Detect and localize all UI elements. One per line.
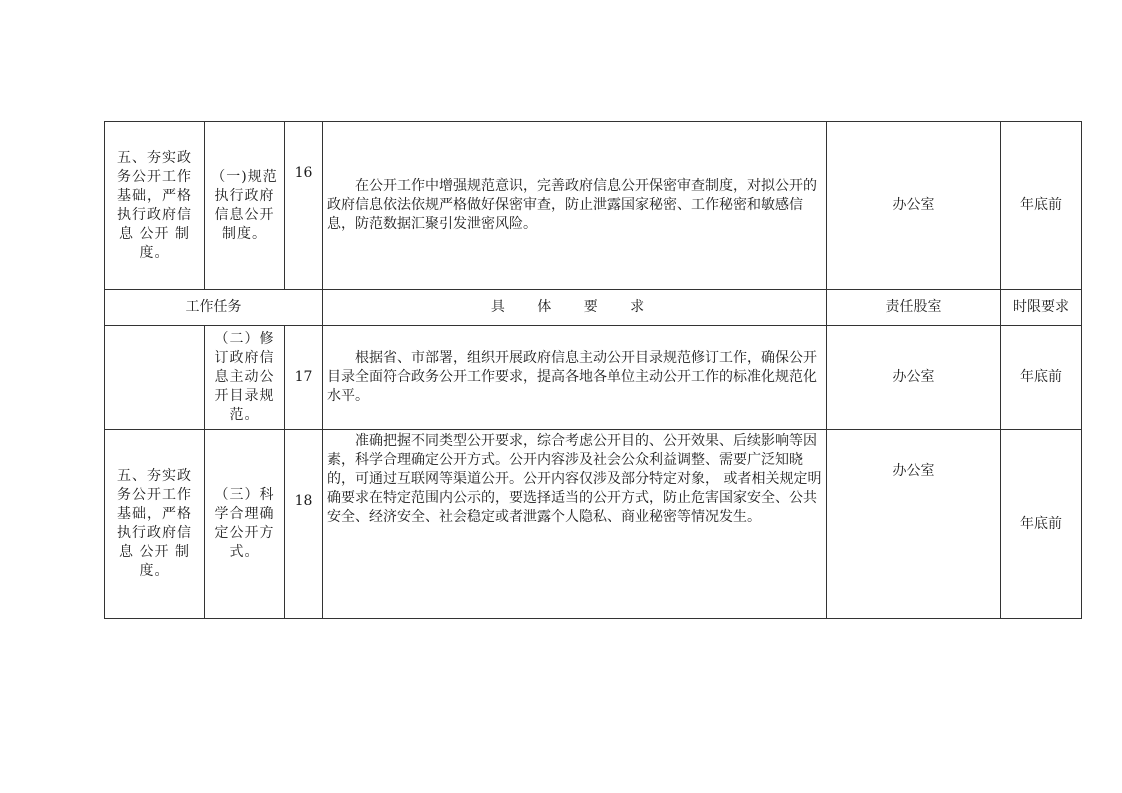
header-row xyxy=(105,290,1082,326)
table-row xyxy=(105,326,1082,430)
dept-cell: 办公室 xyxy=(827,430,1001,619)
header-task: 工作任务 xyxy=(105,290,323,326)
dept-cell: 办公室 xyxy=(827,122,1001,290)
deadline-cell: 年底前 xyxy=(1001,326,1082,430)
deadline-cell: 年底前 xyxy=(1001,430,1082,619)
task-sub-cell: （三）科学合理确定公开方式。 xyxy=(205,430,285,619)
requirement-cell: 根据省、市部署，组织开展政府信息主动公开目录规范修订工作，确保公开目录全面符合政务公开工作要求，提高各地各单位主动公开工作的标准化规范化水平。 xyxy=(323,326,827,430)
dept-cell: 办公室 xyxy=(827,326,1001,430)
task-sub-cell: （二）修订政府信息主动公开目录规范。 xyxy=(205,326,285,430)
row-number: 16 xyxy=(285,122,323,290)
work-task-table xyxy=(104,121,1082,619)
row-number: 17 xyxy=(285,326,323,430)
table-row xyxy=(105,122,1082,290)
task-main-cell: 五、夯实政务公开工作基础，严格执行政府信息 公开 制度。 xyxy=(105,430,205,619)
requirement-cell: 在公开工作中增强规范意识，完善政府信息公开保密审查制度，对拟公开的政府信息依法依规严格做好保密审查，防止泄露国家秘密、工作秘密和敏感信息，防范数据汇聚引发泄密风险。 xyxy=(323,122,827,290)
task-sub-cell: （一)规范执行政府信息公开制度。 xyxy=(205,122,285,290)
header-requirement: 具 体 要 求 xyxy=(323,290,827,326)
task-main-cell-empty xyxy=(105,326,205,430)
task-main-cell: 五、夯实政务公开工作基础，严格执行政府信息 公开 制度。 xyxy=(105,122,205,290)
table-row xyxy=(105,430,1082,619)
row-number: 18 xyxy=(285,430,323,619)
header-dept: 责任股室 xyxy=(827,290,1001,326)
header-deadline: 时限要求 xyxy=(1001,290,1082,326)
requirement-cell: 准确把握不同类型公开要求，综合考虑公开目的、公开效果、后续影响等因素，科学合理确定公开方式。公开内容涉及社会公众利益调整、需要广泛知晓的，可通过互联网等渠道公开。公开内容仅涉及部分特定对象， 或者相关规定明确要求在特定范围内公示的，要选择适当的公开方式，防止危害国家安全、公共安全、经济安全、社会稳定或者泄露个人隐私、商业秘密等情况发生。 xyxy=(323,430,827,619)
deadline-cell: 年底前 xyxy=(1001,122,1082,290)
